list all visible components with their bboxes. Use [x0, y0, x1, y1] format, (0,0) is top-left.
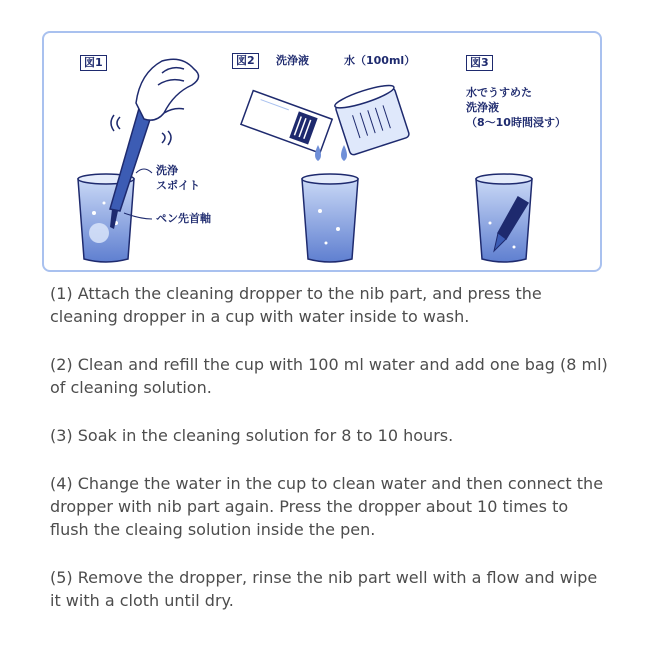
fig1-hand — [136, 59, 199, 120]
instruction-figure-panel — [42, 31, 602, 272]
dropper-label-line2: スポイト — [156, 179, 200, 192]
fig3-cup — [476, 174, 532, 262]
step-2: (2) Clean and refill the cup with 100 ml water and add one bag (8 ml) of cleaning solution. — [50, 355, 608, 397]
fig3-caption-line1: 水でうすめた — [466, 86, 532, 99]
fig2-measuring-beaker — [333, 81, 410, 155]
fig3-caption — [466, 85, 566, 130]
solution-label: 洗浄液 — [276, 54, 309, 67]
fig2-solution-sachet — [241, 91, 332, 154]
water-label: 水（100ml） — [344, 54, 416, 67]
step-5: (5) Remove the dropper, rinse the nib part well with a flow and wipe it with a cloth until dry. — [50, 568, 598, 610]
dropper-label — [156, 163, 200, 193]
nib-label: ペン先首軸 — [156, 212, 211, 225]
illustration-canvas — [44, 33, 600, 270]
step-3: (3) Soak in the cleaning solution for 8 to 10 hours. — [50, 426, 454, 445]
fig3-caption-line3: （8〜10時間浸す） — [466, 116, 566, 129]
fig2-cup — [302, 174, 358, 262]
dropper-label-line1: 洗浄 — [156, 164, 178, 177]
fig1-label: 図1 — [80, 55, 107, 71]
fig3-caption-line2: 洗浄液 — [466, 101, 499, 114]
fig3-label: 図3 — [466, 55, 493, 71]
step-1: (1) Attach the cleaning dropper to the nib part, and press the cleaning dropper in a cup with water inside to wash. — [50, 284, 542, 326]
step-4: (4) Change the water in the cup to clean water and then connect the dropper with nib part again. Press the dropper about 10 times to flush the cleaing solution inside the pen. — [50, 474, 604, 539]
instruction-steps — [50, 282, 610, 637]
fig2-label: 図2 — [232, 53, 259, 69]
